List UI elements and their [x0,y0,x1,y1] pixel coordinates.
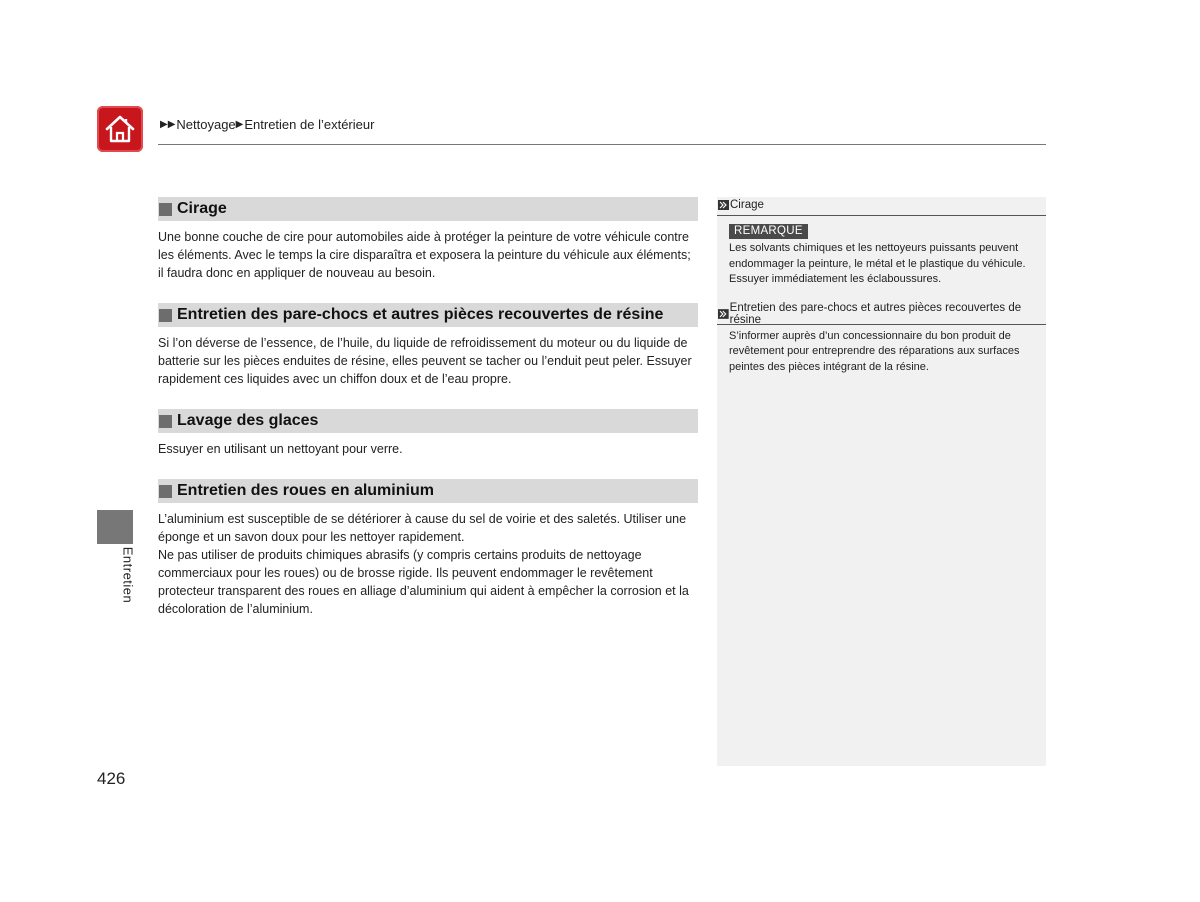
section-heading-pare-chocs [158,303,698,327]
note-text: Les solvants chimiques et les nettoyeurs puissants peuvent endommager la peinture, le métal et le plastique du véhicule. Essuyer immédiatement les éclaboussures. [729,242,1026,285]
note-heading-cirage [717,197,1046,216]
square-bullet-icon [159,415,172,428]
notes-column [717,197,1046,766]
header-divider [158,144,1046,145]
breadcrumb [160,117,374,132]
section-heading-roues [158,479,698,503]
section-paragraph: Si l’on déverse de l’essence, de l’huile, du liquide de refroidissement du moteur ou du liquide de batterie sur les pièces enduites de résine, elles peuvent se tacher ou l’enduit peut peler. Essuyer rapidement ces liquides avec un chiffon doux et de l’eau propre. [158,336,692,386]
chapter-tab[interactable] [97,510,133,544]
square-bullet-icon [159,485,172,498]
note-reference-icon [718,309,729,319]
section-paragraph: Ne pas utiliser de produits chimiques abrasifs (y compris certains produits de nettoyage commerciaux pour les roues) ou de brosse rigide. Ils peuvent endommager le revêtement protecteur transparent des roues en alliage d’aluminium qui aident à empêcher la corrosion et la décoloration de l’aluminium. [158,548,689,616]
section-title: Entretien des pare-chocs et autres pièces recouvertes de résine [177,306,664,323]
square-bullet-icon [159,309,172,322]
section-title: Cirage [177,200,227,217]
note-text: S’informer auprès d’un concessionnaire du bon produit de revêtement pour entreprendre des réparations aux surfaces peintes des pièces intégrant de la résine. [729,329,1020,373]
home-button[interactable] [97,106,143,152]
note-reference-icon [718,200,729,210]
section-title: Entretien des roues en aluminium [177,482,434,499]
section-heading-cirage [158,197,698,221]
square-bullet-icon [159,203,172,216]
breadcrumb-item-entretien-exterieur[interactable]: Entretien de l’extérieur [244,117,375,132]
section-paragraph: Essuyer en utilisant un nettoyant pour verre. [158,442,403,456]
page-number: 426 [97,769,126,788]
breadcrumb-arrow-icon: ▶ [235,119,244,130]
section-paragraph: Une bonne couche de cire pour automobiles aide à protéger la peinture de votre véhicule contre les éléments. Avec le temps la cire disparaîtra et exposera la peinture du véhicule aux éléments; il faudra donc en appliquer de nouveau au besoin. [158,230,691,280]
section-paragraph: L’aluminium est susceptible de se détériorer à cause du sel de voirie et des saletés. Utiliser une éponge et un savon doux pour les nettoyer rapidement. [158,512,687,544]
note-heading-pare-chocs [717,301,1046,326]
note-title: Entretien des pare-chocs et autres pièces recouvertes de résine [729,301,1022,326]
home-icon [103,113,137,145]
main-content [158,197,698,618]
section-heading-glaces [158,409,698,433]
remarque-badge: REMARQUE [729,224,808,239]
breadcrumb-item-nettoyage[interactable]: Nettoyage [176,117,236,132]
chapter-tab-label: Entretien [120,546,136,604]
breadcrumb-arrow-icon: ▶▶ [160,119,176,130]
section-title: Lavage des glaces [177,412,319,429]
note-title: Cirage [730,199,764,211]
